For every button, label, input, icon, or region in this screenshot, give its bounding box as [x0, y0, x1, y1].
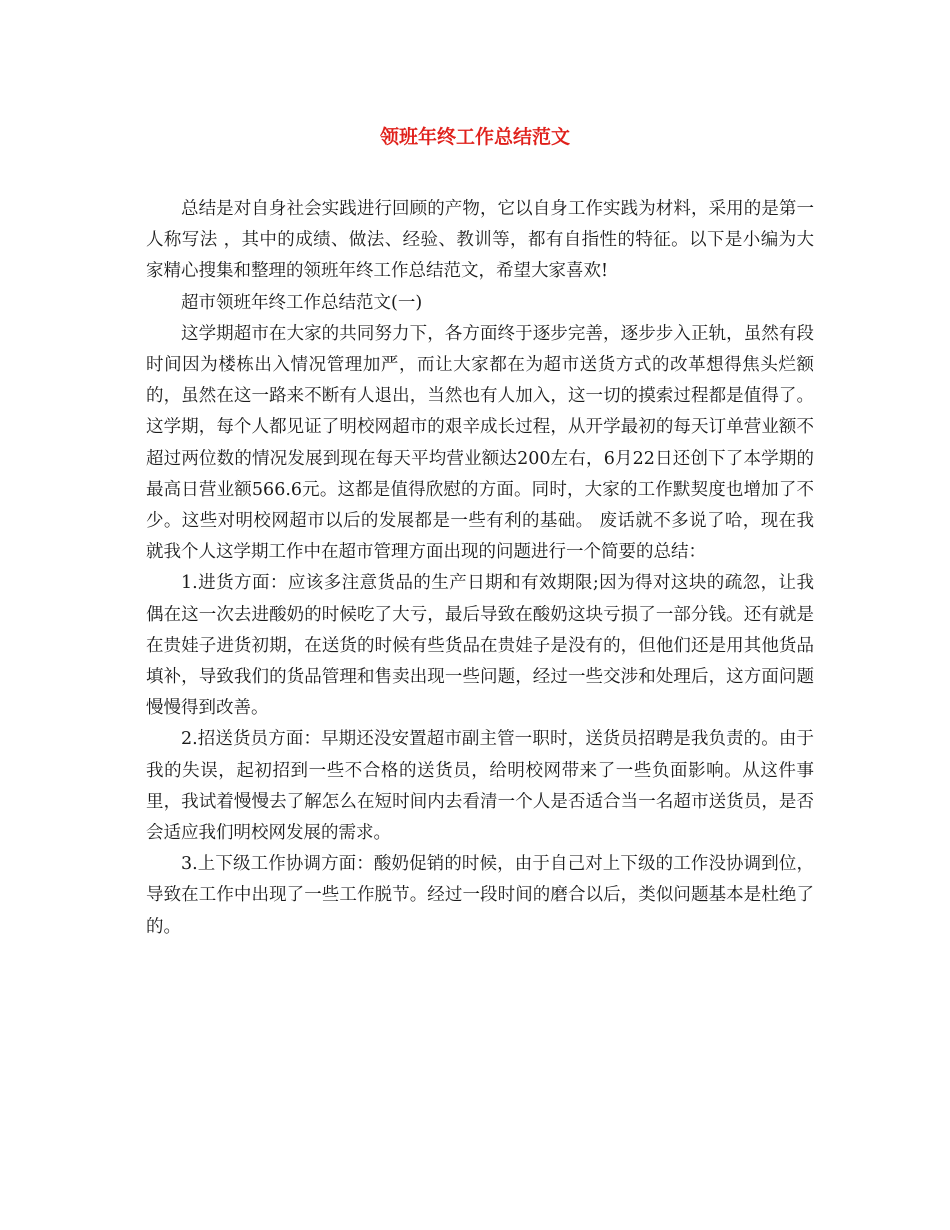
- list-item-coordination: 3.上下级工作协调方面：酸奶促销的时候，由于自己对上下级的工作没协调到位，导致在工作中出现了一些工作脱节。经过一段时间的磨合以后，类似问题基本是杜绝了的。: [146, 854, 814, 937]
- intro-paragraph: 总结是对自身社会实践进行回顾的产物，它以自身工作实践为材料，采用的是第一人称写法 ，其中的成绩、做法、经验、教训等，都有自指性的特征。以下是小编为大家精心搜集和整理的领班年终工作总结范文，希望大家喜欢!: [146, 199, 814, 282]
- document-body: [146, 194, 814, 943]
- list-item-purchasing: 1.进货方面：应该多注意货品的生产日期和有效期限;因为得对这块的疏忽，让我偶在这一次去进酸奶的时候吃了大亏，最后导致在酸奶这块亏损了一部分钱。还有就是在贵娃子进货初期，在送货的时候有些货品在贵娃子是没有的，但他们还是用其他货品填补，导致我们的货品管理和售卖出现一些问题，经过一些交涉和处理后，这方面问题慢慢得到改善。: [146, 573, 814, 719]
- list-item-hiring: 2.招送货员方面：早期还没安置超市副主管一职时，送货员招聘是我负责的。由于我的失误，起初招到一些不合格的送货员，给明校网带来了一些负面影响。从这件事里，我试着慢慢去了解怎么在短时间内去看清一个人是否适合当一名超市送货员，是否会适应我们明校网发展的需求。: [146, 729, 814, 844]
- body-paragraph: 这学期超市在大家的共同努力下，各方面终于逐步完善，逐步步入正轨，虽然有段时间因为楼栋出入情况管理加严，而让大家都在为超市送货方式的改革想得焦头烂额的，虽然在这一路来不断有人退出，当然也有人加入，这一切的摸索过程都是值得了。这学期，每个人都见证了明校网超市的艰辛成长过程，从开学最初的每天订单营业额不超过两位数的情况发展到现在每天平均营业额达200左右，6月22日还创下了本学期的最高日营业额566.6元。这都是值得欣慰的方面。同时，大家的工作默契度也增加了不少。这些对明校网超市以后的发展都是一些有利的基础。 废话就不多说了哈，现在我就我个人这学期工作中在超市管理方面出现的问题进行一个简要的总结：: [146, 323, 814, 563]
- section-heading: 超市领班年终工作总结范文(一): [181, 292, 423, 313]
- document-title: 领班年终工作总结范文: [379, 126, 570, 148]
